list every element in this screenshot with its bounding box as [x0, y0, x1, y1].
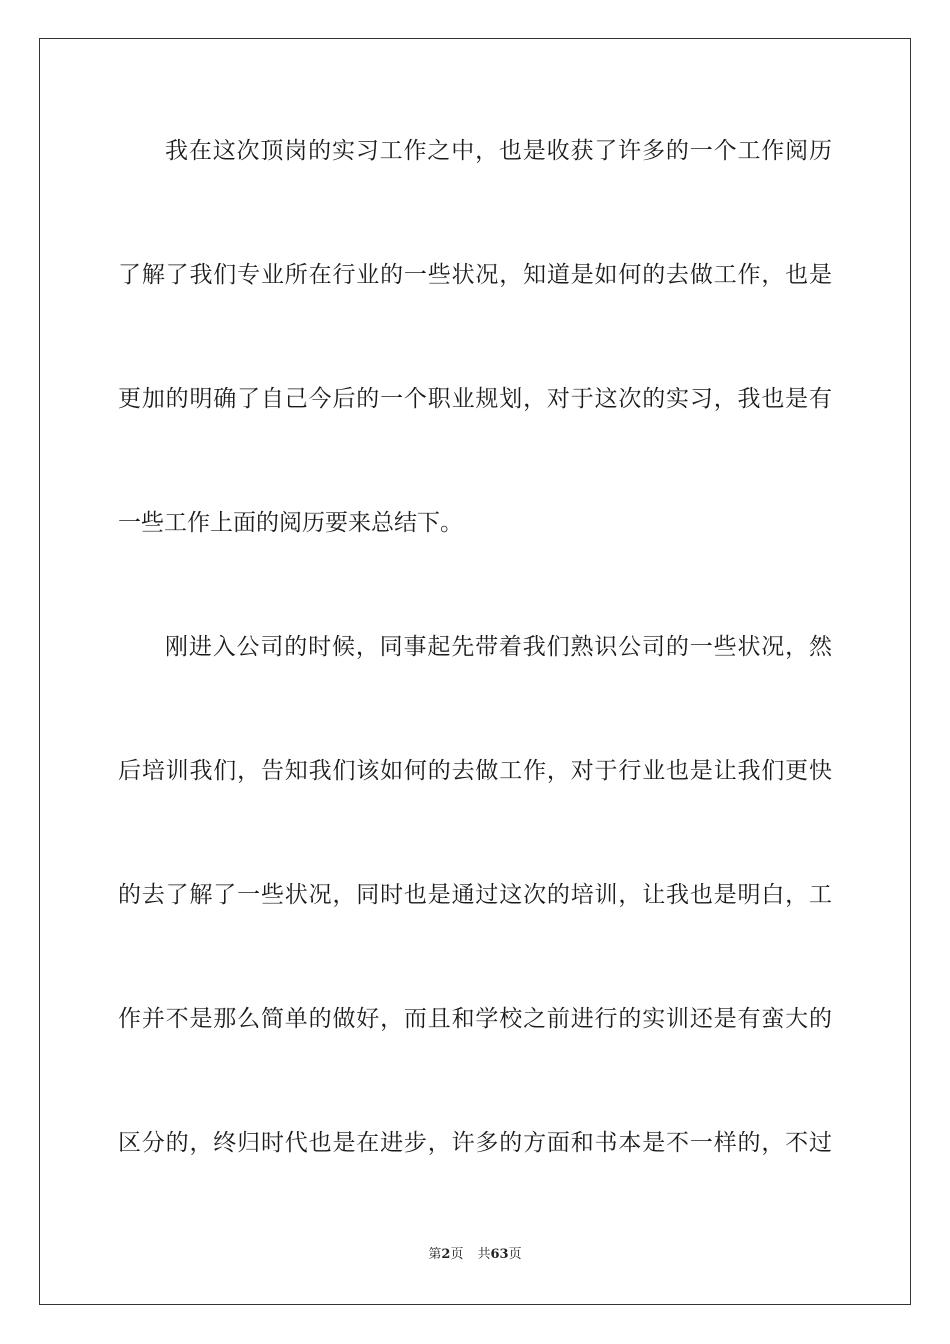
total-suffix: 页: [508, 1247, 522, 1262]
text-line: 一些工作上面的阅历要来总结下。: [118, 510, 463, 536]
page-number: 2: [441, 1247, 451, 1262]
page-suffix: 页: [450, 1247, 464, 1262]
text-line: 的去了解了一些状况，同时也是通过这次的培训，让我也是明白，工: [118, 882, 832, 908]
total-prefix: 共: [477, 1247, 491, 1262]
text-line: 了解了我们专业所在行业的一些状况，知道是如何的去做工作，也是: [118, 262, 832, 288]
page-footer: [0, 1245, 950, 1265]
total-pages: 63: [490, 1247, 509, 1262]
page-prefix: 第: [428, 1247, 442, 1262]
text-line: 刚进入公司的时候，同事起先带着我们熟识公司的一些状况，然: [165, 634, 832, 660]
page-border: [39, 38, 911, 1305]
text-line: 后培训我们，告知我们该如何的去做工作，对于行业也是让我们更快: [118, 758, 832, 784]
text-line: 更加的明确了自己今后的一个职业规划，对于这次的实习，我也是有: [118, 386, 832, 412]
text-line: 我在这次顶岗的实习工作之中，也是收获了许多的一个工作阅历: [165, 138, 832, 164]
text-line: 作并不是那么简单的做好，而且和学校之前进行的实训还是有蛮大的: [118, 1006, 832, 1032]
text-line: 区分的，终归时代也是在进步，许多的方面和书本是不一样的，不过: [118, 1130, 832, 1156]
